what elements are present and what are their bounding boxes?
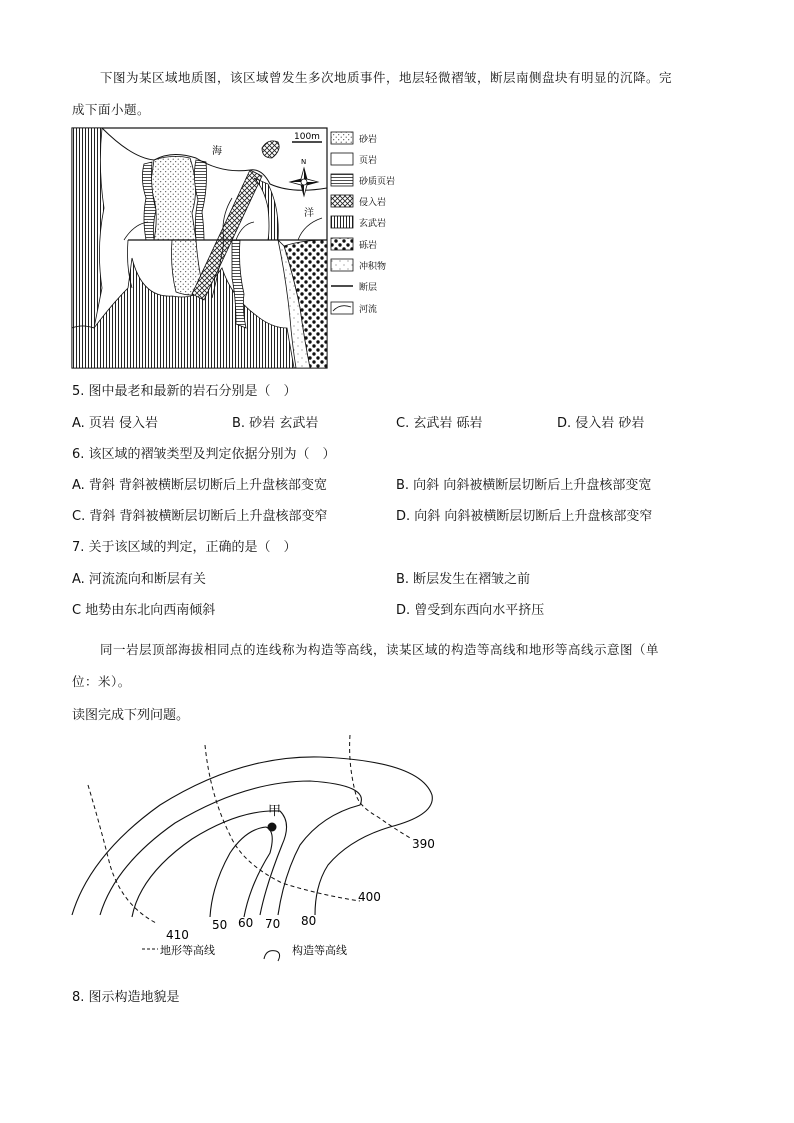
q7-option-a[interactable]: A. 河流流向和断层有关 <box>72 572 206 587</box>
scale-label: 100m <box>294 132 320 142</box>
intro2-line2: 位：米）。 <box>72 674 131 689</box>
intro2-line3: 读图完成下列问题。 <box>72 708 190 723</box>
q6-option-d[interactable]: D. 向斜 向斜被横断层切断后上升盘核部变窄 <box>396 509 653 524</box>
label-70: 70 <box>265 917 281 931</box>
label-390: 390 <box>412 837 435 851</box>
q7-option-b[interactable]: B. 断层发生在褶皱之前 <box>396 572 531 587</box>
legend-structure-label: 构造等高线 <box>292 944 347 957</box>
legend-structure-swatch <box>264 951 280 961</box>
terrain-contour-400 <box>205 745 360 901</box>
label-400: 400 <box>358 890 381 904</box>
sandstone-north <box>150 156 196 240</box>
q7-stem: 7. 关于该区域的判定，正确的是（ ） <box>72 540 297 555</box>
legend-swatch-intrusive <box>331 195 353 207</box>
q5-option-a[interactable]: A. 页岩 侵入岩 <box>72 416 159 431</box>
legend-swatch-sandy-shale <box>331 174 353 186</box>
sea-label-2: 洋 <box>304 208 314 219</box>
sea-label-1: 海 <box>212 146 222 157</box>
q6-option-c[interactable]: C. 背斜 背斜被横断层切断后上升盘核部变窄 <box>72 509 328 524</box>
legend-swatch-river <box>331 302 353 314</box>
map1-legend <box>330 131 400 321</box>
intro1-line2: 成下面小题。 <box>72 102 151 117</box>
q5-stem: 5. 图中最老和最新的岩石分别是（ ） <box>72 384 297 399</box>
q6-option-b[interactable]: B. 向斜 向斜被横断层切断后上升盘核部变宽 <box>396 478 652 493</box>
intro2-line1: 同一岩层顶部海拔相同点的连线称为构造等高线，读某区域的构造等高线和地形等高线示意图（单 <box>100 642 660 657</box>
legend-swatch-conglomerate <box>331 238 353 250</box>
q5-option-d[interactable]: D. 侵入岩 砂岩 <box>557 416 645 431</box>
legend-label-basalt: 玄武岩 <box>359 219 387 229</box>
legend-swatch-sandstone <box>331 132 353 144</box>
q8-stem: 8. 图示构造地貌是 <box>72 990 180 1005</box>
legend-swatch-basalt <box>331 216 353 228</box>
q5-option-c[interactable]: C. 玄武岩 砾岩 <box>396 416 483 431</box>
legend-terrain-label: 地形等高线 <box>160 944 215 957</box>
q7-option-d[interactable]: D. 曾受到东西向水平挤压 <box>396 603 545 618</box>
label-50: 50 <box>212 918 228 932</box>
q7-option-c[interactable]: C 地势由东北向西南倾斜 <box>72 603 216 618</box>
legend-label-fault: 断层 <box>359 283 378 293</box>
label-60: 60 <box>238 916 254 930</box>
north-label: N <box>301 158 307 166</box>
legend-swatch-alluvium <box>331 259 353 271</box>
basalt-west <box>72 128 104 328</box>
label-80: 80 <box>301 914 317 928</box>
legend-swatch-shale <box>331 153 353 165</box>
legend-label-sandstone: 砂岩 <box>359 135 378 145</box>
q5-option-b[interactable]: B. 砂岩 玄武岩 <box>232 416 319 431</box>
terrain-contour-410 <box>88 785 156 923</box>
label-410: 410 <box>166 928 189 942</box>
legend-label-sandy-shale: 砂质页岩 <box>359 177 396 187</box>
legend-label-intrusive: 侵入岩 <box>359 198 387 208</box>
point-jia-label: 甲 <box>268 804 282 819</box>
legend-label-shale: 页岩 <box>359 156 378 166</box>
point-jia <box>268 823 277 832</box>
legend-label-conglomerate: 砾岩 <box>359 241 378 251</box>
contour-map <box>60 735 460 970</box>
legend-label-alluvium: 冲积物 <box>359 262 387 272</box>
intro1-line1: 下图为某区域地质图，该区域曾发生多次地质事件，地层轻微褶皱，断层南侧盘块有明显的沉降。完 <box>100 70 673 85</box>
q6-option-a[interactable]: A. 背斜 背斜被横断层切断后上升盘核部变宽 <box>72 478 328 493</box>
q6-stem: 6. 该区域的褶皱类型及判定依据分别为（ ） <box>72 447 336 462</box>
geologic-map <box>72 128 332 370</box>
legend-label-river: 河流 <box>359 305 378 315</box>
